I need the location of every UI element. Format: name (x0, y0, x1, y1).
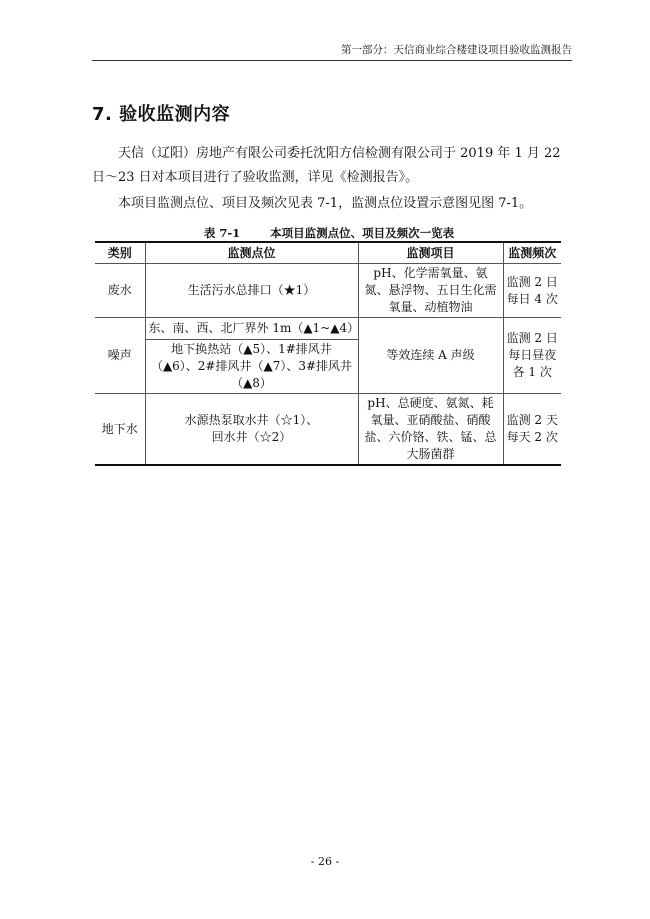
cell-items-wastewater: pH、化学需氧量、氨氮、悬浮物、五日生化需氧量、动植物油 (358, 264, 503, 318)
cell-frequency-wastewater: 监测 2 日 每日 4 次 (503, 264, 561, 318)
cell-category-noise: 噪声 (95, 318, 145, 394)
header-monitoring-items: 监测项目 (358, 242, 503, 264)
table-caption-title: 本项目监测点位、项目及频次一览表 (270, 226, 455, 240)
cell-category-wastewater: 废水 (95, 264, 145, 318)
cell-category-groundwater: 地下水 (95, 394, 145, 466)
cell-items-groundwater: pH、总硬度、氨氮、耗氧量、亚硝酸盐、硝酸盐、六价铬、铁、锰、总大肠菌群 (358, 394, 503, 466)
table-row-groundwater (95, 394, 561, 466)
header-monitoring-point: 监测点位 (145, 242, 358, 264)
section-title: 7. 验收监测内容 (92, 104, 231, 125)
header-category: 类别 (95, 242, 145, 264)
table-header-row (95, 242, 561, 264)
cell-point-noise-boundary: 东、南、西、北厂界外 1m（▲1~▲4） (145, 318, 358, 340)
monitoring-table (95, 241, 561, 466)
cell-frequency-groundwater: 监测 2 天 每天 2 次 (503, 394, 561, 466)
table-row-noise-boundary (95, 318, 561, 340)
paragraph-monitoring-commission: 天信（辽阳）房地产有限公司委托沈阳方信检测有限公司于 2019 年 1 月 22 日～23 日对本项目进行了验收监测，详见《检测报告》。 (92, 146, 561, 185)
page-number: - 26 - (310, 855, 340, 868)
cell-point-groundwater: 水源热泵取水井（☆1）、 回水井（☆2） (145, 394, 358, 466)
running-header-text: 第一部分：天信商业综合楼建设项目验收监测报告 (341, 44, 572, 56)
table-caption-number: 表 7-1 (203, 226, 241, 240)
cell-point-noise-equipment: 地下换热站（▲5）、1#排风井（▲6）、2#排风井（▲7）、3#排风井（▲8） (145, 340, 358, 394)
table-caption (92, 225, 566, 241)
cell-point-wastewater: 生活污水总排口（★1） (145, 264, 358, 318)
header-monitoring-frequency: 监测频次 (503, 242, 561, 264)
table-row-wastewater (95, 264, 561, 318)
paragraph-table-reference: 本项目监测点位、项目及频次见表 7-1，监测点位设置示意图见图 7-1。 (118, 196, 533, 211)
cell-items-noise: 等效连续 A 声级 (358, 318, 503, 394)
cell-frequency-noise: 监测 2 日 每日昼夜 各 1 次 (503, 318, 561, 394)
running-header (92, 42, 572, 61)
